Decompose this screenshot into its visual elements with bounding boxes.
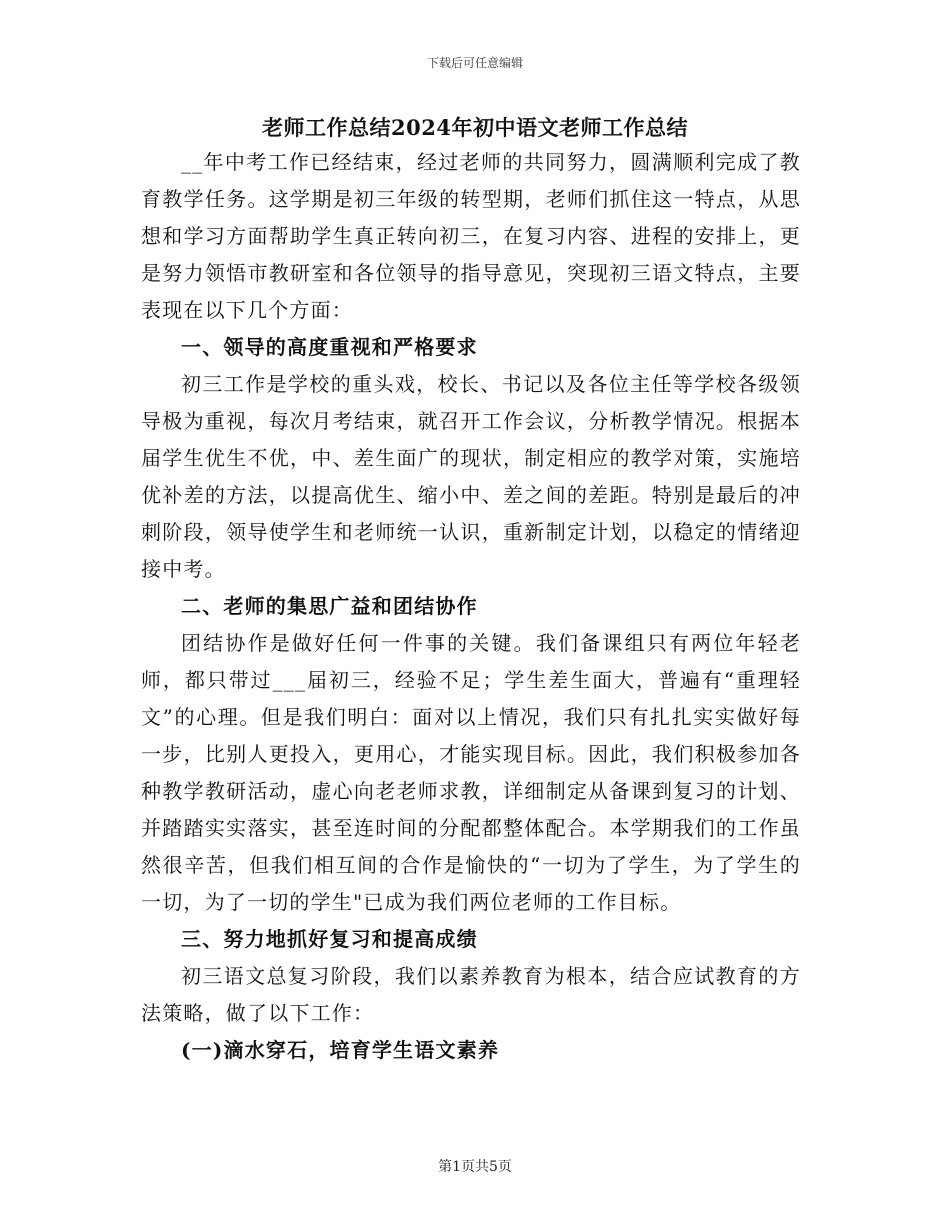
intro-paragraph: __年中考工作已经结束，经过老师的共同努力，圆满顺利完成了教育教学任务。这学期是初三年级的转型期，老师们抓住这一特点，从思想和学习方面帮助学生真正转向初三，在复习内容、进程的安排上，更是努力领悟市教研室和各位领导的指导意见，突现初三语文特点，主要表现在以下几个方面： bbox=[141, 150, 801, 322]
document-title: 老师工作总结2024年初中语文老师工作总结 bbox=[262, 115, 688, 140]
section-heading-1: 一、领导的高度重视和严格要求 bbox=[181, 335, 478, 359]
section-paragraph-1: 初三工作是学校的重头戏，校长、书记以及各位主任等学校各级领导极为重视，每次月考结束，就召开工作会议，分析教学情况。根据本届学生优生不优，中、差生面广的现状，制定相应的教学对策，实施培优补差的方法，以提高优生、缩小中、差之间的差距。特别是最后的冲刺阶段，领导使学生和老师统一认识，重新制定计划，以稳定的情绪迎接中考。 bbox=[141, 372, 801, 581]
subsection-heading-1: (一)滴水穿石，培育学生语文素养 bbox=[181, 1038, 500, 1062]
section-paragraph-2: 团结协作是做好任何一件事的关键。我们备课组只有两位年轻老师，都只带过___届初三，经验不足；学生差生面大，普遍有“重理轻文”的心理。但是我们明白：面对以上情况，我们只有扎扎实实做好每一步，比别人更投入，更用心，才能实现目标。因此，我们积极参加各种教学教研活动，虚心向老老师求教，详细制定从备课到复习的计划、并踏踏实实落实，甚至连时间的分配都整体配合。本学期我们的工作虽然很辛苦，但我们相互间的合作是愉快的“一切为了学生，为了学生的一切，为了一切的学生"已成为我们两位老师的工作目标。 bbox=[141, 631, 801, 914]
document-body bbox=[141, 144, 801, 1069]
section-heading-2: 二、老师的集思广益和团结协作 bbox=[181, 594, 478, 618]
section-heading-3: 三、努力地抓好复习和提高成绩 bbox=[181, 927, 478, 951]
page-number-footer: 第1页共5页 bbox=[438, 1159, 512, 1175]
section-paragraph-3: 初三语文总复习阶段，我们以素养教育为根本，结合应试教育的方法策略，做了以下工作： bbox=[141, 964, 801, 1025]
header-note: 下载后可任意编辑 bbox=[426, 56, 523, 70]
